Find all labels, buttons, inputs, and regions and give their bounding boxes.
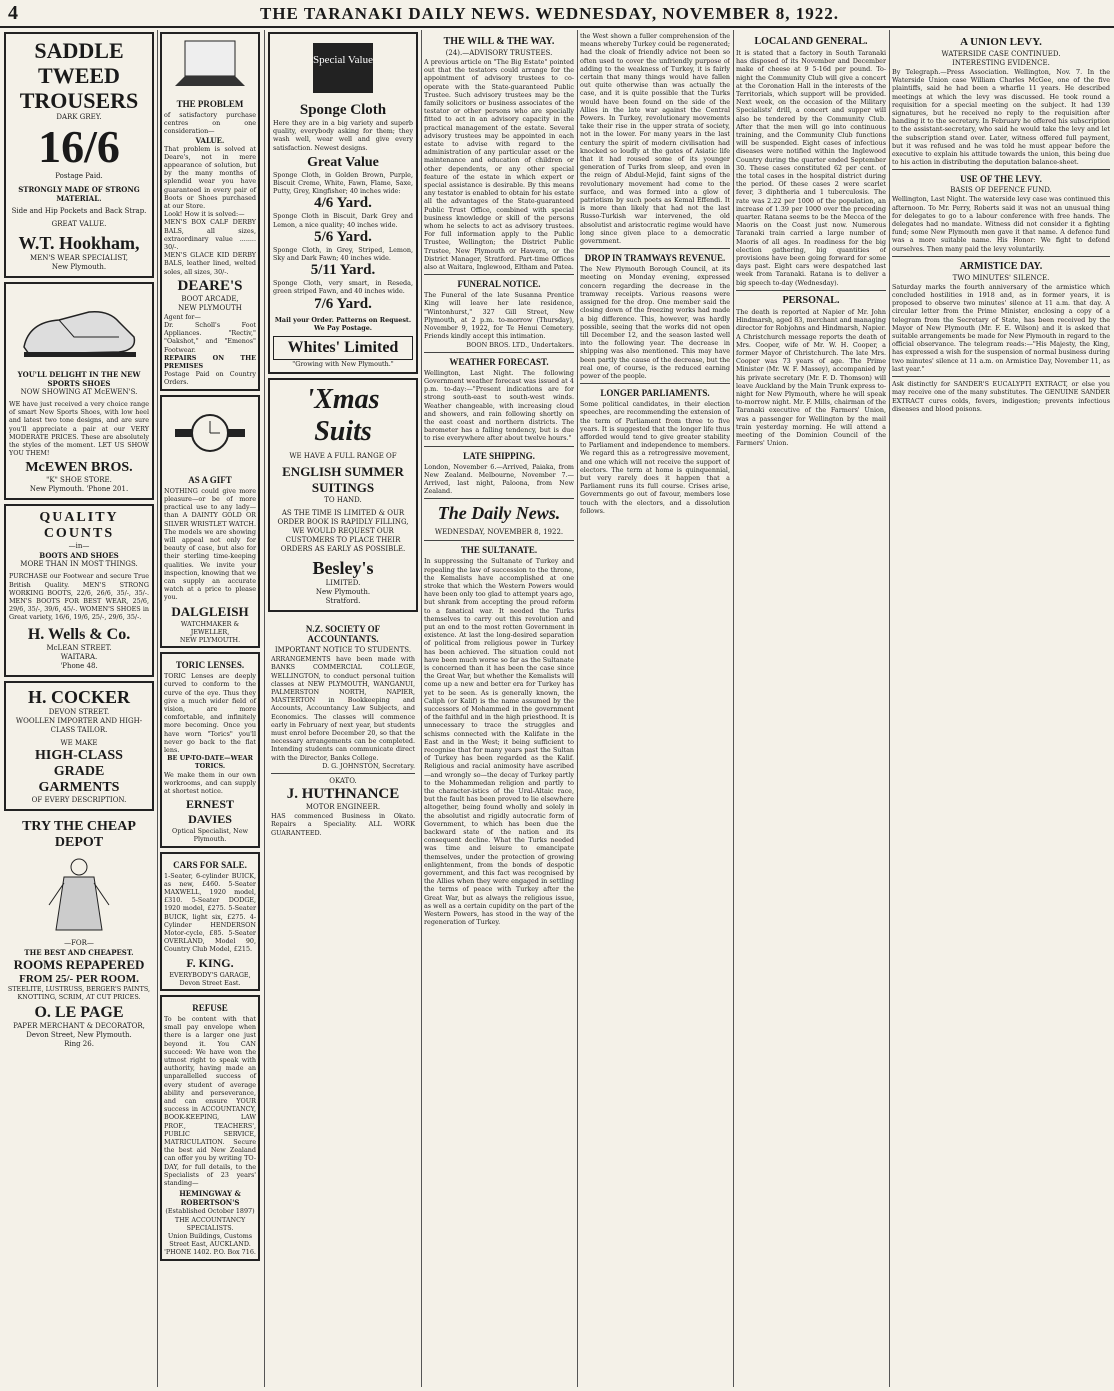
section-heading: N.Z. SOCIETY OF ACCOUNTANTS. [305,624,381,645]
divider [424,498,574,499]
ad-text: BE UP-TO-DATE—WEAR TORICS. [167,754,253,771]
ad-text: GARMENTS [38,779,120,795]
ad-price: 4/6 Yard. [314,195,372,212]
ad-text: MOTOR ENGINEER. [305,803,381,812]
ad-text: WOOLLEN IMPORTER AND HIGH-CLASS TAILOR. [15,716,143,734]
ad-text: (Established October 1897) [165,1207,255,1216]
masthead [0,0,1114,28]
article-body: the West shown a fuller comprehension of the means whereby Turkey could be regenerated; had the cloak of friendly advice not been so often used to cover the unfriendly purpose of adding to the weakness of Turkey, it is fairly certain that many things would have fallen out quite otherwise than was actually the case, and it is quite possible that the Turks would have been found on the side of the Allies in the late war against the Central Powers. In Turkey, revolutionary movements take their rise in the upper strata of society, not in the lower. For many years in the last century the spirit of modern civilisation had knocked so loudly at the gates of Asiatic life that it had roused some of its younger generation of Turks from sleep, and even in the reign of Abdul-Mejid, faint signs of the revolutionary movement had come to the surface, and was formed into a glow of patriotism by such poets as Kemal Effendi. It is more than likely that had not the last Russo-Turkish war intervened, the old absolutist and aristocratic regime would have long since given place to a democratic government. [580,32,730,246]
section-heading: AS A GIFT [188,474,232,485]
shoe-illustration [19,292,139,362]
ad-text: OKATO. [329,777,357,786]
sports-shoes-ad [4,282,154,500]
section-heading: A UNION LEVY. [960,36,1042,48]
ad-shop-name: HEMINGWAY & ROBERTSON'S [179,1189,241,1208]
ad-body: HAS commenced Business in Okato. Repairs a Speciality. ALL WORK GUARANTEED. [271,812,415,837]
ad-price: 7/6 Yard. [314,295,372,312]
column-rule [889,30,890,1387]
ad-text: Look! How it is solved:— [164,210,245,219]
ad-text: "K" SHOE STORE. [46,476,112,485]
ad-text: Mail your Order. Patterns on Request. We Pay Postage. [274,315,412,332]
column-rule [733,30,734,1387]
article-text: BOON BROS. LTD., Undertakers. [466,340,574,349]
ad-text: MEN'S BOX CALF DERBY BALS, all sizes, extraordinary value ........ 30/-. [164,218,256,252]
ad-text: Dr. Scholl's Foot Appliances. "Rectiv," "Oakshot," and "Emenos" Footwear. [164,321,256,354]
ad-text: Postage Paid. [55,172,103,180]
woman-illustration [24,855,134,935]
ad-text: MEN'S WEAR SPECIALIST, [29,254,129,262]
column-4 [424,32,574,1387]
ad-text: GRADE [53,763,105,779]
boot-illustration [165,36,255,91]
section-heading: TORIC LENSES. [175,660,245,671]
ad-text: Devon Street, New Plymouth. [26,1031,132,1040]
ad-text: New Plymouth. [315,588,371,597]
ad-text: THE ACCOUNTANCY SPECIALISTS. [174,1215,246,1232]
ad-text: EVERYBODY'S GARAGE, Devon Street East. [169,970,251,987]
ad-shop-name: DEARE'S [177,277,243,294]
page-number: 4 [8,2,18,24]
ad-text: Side and Hip Pockets and Back Strap. [11,207,147,215]
article-body: Saturday marks the fourth anniversary of the armistice which concluded hostilities in 1918 and, as in former years, it is proposed to observe two minutes' silence at 11 a.m. that day. A circular letter from the Prime Minister, enclosing a copy of a telegram from the Secretary of State, has been received by the Mayor of New Plymouth (Mr. F. E. Wilson) and it is asked that suitable arrangements be made for New Plymouth in regard to the official observance. The telegram reads:—"His Majesty, the King, has expressed a wish for the suspension of normal business during two minutes' silence at 11 a.m. on Armistice Day, November 11, as last year." [892,282,1110,373]
ad-headline: TRY THE CHEAP DEPOT [22,818,136,850]
ad-price: 5/6 Yard. [314,228,372,245]
ad-text: WATCHMAKER & JEWELLER, [180,619,240,636]
ad-text: Postage Paid on Country Orders. [164,370,256,387]
ad-text: BOOTS AND SHOES [39,551,119,561]
ad-headline: Sponge Cloth [299,102,387,118]
dalgleish-ad [160,395,260,648]
ad-body: Here they are in a big variety and superb quality, everybody asking for them; they wash well, wear well and give every satisfaction. Newest designs. [273,119,413,152]
column-5 [580,32,730,1387]
ad-headline: 'Xmas [306,384,380,416]
ad-text: MORE THAN IN MOST THINGS. [20,560,138,569]
saddle-trousers-ad [4,32,154,278]
ad-shop-name: McEWEN BROS. [25,460,133,476]
ad-text: LIMITED. [325,579,361,588]
ad-body: PURCHASE our Footwear and secure True British Quality. MEN'S STRONG WORKING BOOTS, 22/6, 26/6, 35/-, 35/-. MEN'S BOOTS FOR BEST WEAR, 25/6, 29/6, 35/-, 39/6, 45/-. WOMEN'S SHOES in Great variety, 16/6, 19/6, 25/-, 29/6, 35/-. [9,572,149,622]
ad-body: NOTHING could give more pleasure—or be of more practical use to any lady—than A DAINTY GOLD OR SILVER WRISTLET WATCH. The models we are showing will appeal not only for beauty of case, but also for their sterling time-keeping qualities. We invite your inspection, knowing that we can supply an accurate watch at a price to please you. [164,486,256,602]
ad-text: NEW PLYMOUTH. [179,635,241,644]
ad-text: IMPORTANT NOTICE TO STUDENTS. [274,646,412,655]
ad-shop-name: Besley's [312,558,374,579]
ad-text: ENGLISH SUMMER SUITINGS [282,464,404,496]
divider [424,352,574,353]
divider [736,290,886,291]
divider [580,383,730,384]
special-value-badge [308,38,378,98]
ad-text: Great Value [307,154,379,170]
ad-text: MEN'S GLACE KID DERBY BALS, leather lined, welted soles, all sizes, 30/-. [164,251,256,276]
section-heading: USE OF THE LEVY. [960,174,1042,185]
column-2 [160,32,260,1387]
ad-text: McLEAN STREET. [46,643,112,652]
ad-text: TO HAND. [324,496,362,505]
column-rule [577,30,578,1387]
ad-text: Stratford. [325,597,361,606]
column-rule [264,30,265,1387]
ad-headline: YOU'LL DELIGHT IN THE NEW SPORTS SHOES [17,370,141,388]
section-heading: PERSONAL. [782,294,840,306]
ad-text: GREAT VALUE. [51,220,107,228]
ad-text: 'Phone 48. [60,661,98,670]
ad-shop-name: J. HUTHNANCE [286,786,400,803]
ad-text: THE BEST AND CHEAPEST. [24,947,134,957]
watch-illustration [170,403,250,463]
ad-text: New Plymouth. [51,263,107,271]
article-body: London, November 6.—Arrived, Paiaka, from New Zealand. Melbourne, November 7.—Arrived, last night, Paloona, from New Zealand. [424,462,574,496]
section-heading: LATE SHIPPING. [463,450,535,461]
ad-text: Sponge Cloth, in Grey, Striped, Lemon, Sky and Dark Fawn; 40 inches wide. [273,245,413,263]
divider [271,773,415,774]
ad-text: NOW SHOWING AT McEWEN'S. [20,388,138,396]
article-body: Wellington, Last Night. The following Government weather forecast was issued at 4 p.m. to-day:—"Present indications are for strong south-east to south-west winds. Weather changeable, with increasing cloud and showers, and rain following shortly on the east coast and northern districts. The barometer has a falling tendency, but is due to rise everywhere after about twelve hours." [424,368,574,443]
svg-text:Special Value: Special Value [313,54,373,66]
section-heading: ARMISTICE DAY. [959,260,1043,272]
ad-price: 5/11 Yard. [310,262,376,279]
ad-text: We make them in our own workrooms, and can supply at shortest notice. [164,770,256,795]
article-body: It is stated that a factory in South Taranaki has disposed of its November and December make of cheese at 9 5-16d per pound. To-night the Community Club will give a concert at the Coronation Hall in the interests of the Territorials, which support will be provided. Next week, on the occasion of the Military Specialists' drill, a concert and supper will also be tendered by the Community Club. After that the men will go into continuous training, and the Community Club functions will be suspended. Eight cases of infectious diseases were notified within the Inglewood Country during the quarter ended September 30. These cases constituted 62 per cent. of the total cases in the hospital district during the period. Of these cases 2 were scarlet fever, 3 diphtheria and 1 tuberculosis. The rate was 2.22 per 1000 of the population, an increase of 1.39 per 1000 over the preceding quarter. Ratana seems to be the Mecca of the Maoris on the Coast just now. Numerous Taranaki train carried a large number of Maoris of all ages. In readiness for the big election gathering, big quantities of provisions have been going forward for some days past. Eight cars were despatched last week from Taranaki. Ratana is to deliver a big speech to-day (Wednesday). [736,49,886,287]
ad-text: REPAIRS ON THE PREMISES [164,353,256,371]
cars-ad [160,852,260,991]
ad-text: "Growing with New Plymouth." [292,360,394,369]
ad-text: 'PHONE 1402. P.O. Box 716. [164,1248,256,1257]
article-body: By Telegraph.—Press Association. Wellington, Nov. 7. In the Waterside Union case William Charles McGee, one of the five plaintiffs, said he had been a wharfie 11 years. He described meetings at which the levy was discussed. He took round a requisition for a special meeting on the subject. It had 139 signatures, but he received no reply to the requisition after handing it to the secretary. In February he offered his subscription to the assistant-secretary, who said he would take the levy and let the subscription stand over. Later, witness offered full payment, but it was refused and he was told he must appear before the executive to explain his attitude towards the union, this being due to his action in distributing the deputation balance-sheet. [892,68,1110,167]
article-body: Wellington, Last Night. The waterside levy case was continued this afternoon. To Mr. Perry, Roberts said it was not an unusual thing for delegates to go to a labour conference with free hands. The delegates had no mandate. Witness did not consider it a fighting fund; some New Plymouth men gave it that name. A defence fund was a more suitable name. His Honor: We fight to defend ourselves. Then many paid the levy voluntarily. [892,195,1110,253]
ad-text: Agent for— [164,312,201,321]
ad-text: STRONGLY MADE OF STRONG MATERIAL. [18,185,140,203]
article-text: WEDNESDAY, NOVEMBER 8, 1922. [434,528,564,537]
cheap-depot-ad [4,815,154,1053]
ad-text: WE HAVE A FULL RANGE OF [289,452,397,461]
ad-text: Sponge Cloth, in Golden Brown, Purple, Biscuit Creme, White, Fawn, Flame, Saxe, Putty, Grey, Kingfisher; 40 inches wide: [273,170,413,196]
divider [892,256,1110,257]
ad-body: WE have just received a very choice range of smart New Sports Shoes, with low heel and latest two tone designs, and are sure you'll appreciate a pair at our VERY MODERATE PRICES. These are absolutely the styles of the moment. LET US SHOW YOU THEM! [9,400,149,458]
article-body: In suppressing the Sultanate of Turkey and repealing the law of succession to the throne, the Kemalists have accomplished at one stroke that which the Western Powers would have been only too glad to attempt years ago, but shrank from accepting the proud reform to a fanatical war. It needed the Turks themselves to carry out this revolution and put an end to the most rotten Government in existence. At last the long-desired separation of political from religious power in Turkey has been achieved. The situation could not have been much worse so far as the Sultanate is concerned than it has been the case since the Great War, but whether the Kemalists will come up a new and better era for Turkey has yet to be seen. As is generally known, the Caliph (or Kalif) is the name assumed by the successors of Mohammed in the government of the faithful and in the high priesthood. It is unnecessary to trace the struggles and schisms connected with the Kalifate in the East and in the West; it being sufficient to recognise that for many years past the Sultan of Turkey has been regarded as the Kalif. Religious and racial animosity have ascribed—and wrongly so—the decay of Turkey partly to the Mohammedan religion and partly to the character-istics of the Ural-Altaic race, but the fault has been proved to lie elsewhere altogether, being found wholly and solely in the absolutist and rigidly autocratic form of Government, to which has been due the backward state of the nation and its consequent decline. What the Turks needed was time and leisure to emancipate themselves, under the protection of growing enlightenment, from the bonds of despotic government, and this fact was recognised by the Allies when they were engaged in settling the terms of peace with Turkey after the Great War, but as always the religious issue, as well as a certain cupidity on the part of the Western Powers, has stood in the way of the regeneration of Turkey. [424,557,574,927]
ad-text: New Plymouth. 'Phone 201. [29,485,129,494]
ad-text: Sponge Cloth, very smart, in Reseda, green striped Fawn, and 40 inches wide. [273,279,413,296]
ad-text: VALUE. [195,135,225,145]
ad-headline: QUALITY COUNTS [39,510,119,542]
divider [424,446,574,447]
newspaper-title: THE TARANAKI DAILY NEWS. WEDNESDAY, NOVEMBER 8, 1922. [260,4,840,23]
ad-price: 16/6 [38,121,120,172]
refuse-ad [160,995,260,1260]
divider [892,376,1110,377]
ad-text: Sponge Cloth in Biscuit, Dark Grey and Lemon, a nice quality; 40 inches wide. [273,212,413,229]
column-rule [157,30,158,1387]
ad-shop-name: W.T. Hookham, [18,233,140,253]
ad-shop-name: H. Wells & Co. [27,625,131,643]
divider [424,274,574,275]
ad-price: FROM 25/- PER ROOM. [19,972,139,985]
ad-body: ARRANGEMENTS have been made with BANKS COMMERCIAL COLLEGE, WELLINGTON, to conduct personal tuition classes at NEW PLYMOUTH, WANGANUI, PALMERSTON NORTH, NAPIER, MASTERTON in Bookkeeping and Accounts, Accountancy Law Subjects, and Economics. The classes will commence early in February of next year, but students must enrol before December 20, so that the necessary arrangements can be completed. Intending students can communicate direct with the Director, Banks College. [271,655,415,762]
section-heading: FUNERAL NOTICE. [457,279,541,290]
ad-text: Ring 26. [64,1040,94,1049]
ad-text: STEELITE, LUSTRUSS, BERGER'S PAINTS, KNOTTING, SCRIM, AT CUT PRICES. [7,984,151,1001]
ad-text: PAPER MERCHANT & DECORATOR, [13,1022,145,1031]
divider [424,540,574,541]
section-heading: THE WILL & THE WAY. [443,36,555,47]
ad-shop-name: O. LE PAGE [34,1004,124,1022]
column-1 [4,32,154,1387]
ad-text: ROOMS REPAPERED [13,956,145,972]
section-subheading: INTERESTING EVIDENCE. [952,59,1050,67]
section-heading: WEATHER FORECAST. [449,356,549,367]
cocker-ad [4,681,154,811]
section-subheading: BASIS OF DEFENCE FUND. [950,186,1052,195]
ad-text: WAITARA. [60,652,98,661]
ad-text: HIGH-CLASS [35,747,123,763]
ad-text: D. G. JOHNSTON, Secretary. [322,761,415,770]
classified-ad: Ask distinctly for SANDER'S EUCALYPTI EXTRACT, or else you may receive one of the many substitutes. The GENUINE SANDER EXTRACT cures colds, fevers, indigestion; prevents infectious diseases and blood poisons. [892,380,1110,413]
article-body: The death is reported at Napier of Mr. John Hindmarsh, aged 83, merchant and managing director for Robjohns and Hindmarsh, Napier. A Christchurch message reports the death of Mrs. Cooper, wife of Mr. W. H. Cooper, a former Mayor of Christchurch. The late Mrs. Cooper was 73 years of age. The Prime Minister (Mr. W. F. Massey), accompanied by his private secretary (Mr. F. D. Thomson) will leave Auckland by the Main Trunk express to-night for New Plymouth, where he will speak to-morrow night. Mr. F. Mills, chairman of the Taranaki executive of the Farmers' Union, was a passenger for Wellington by the mail train yesterday morning. He will attend a meeting of the Dominion Council of the Farmers' Union. [736,307,886,448]
article-body: The Funeral of the late Susanna Prentice King will leave her late residence, "Wintonhurst," 327 Gill Street, New Plymouth, at 2 p.m. to-morrow (Thursday), November 9, 1922, for Te Henui Cemetery. Friends kindly accept this intimation. [424,291,574,341]
ad-shop-name: F. KING. [186,955,234,970]
ad-shop-name: H. COCKER [27,686,130,707]
ad-text: Optical Specialist, New Plymouth. [172,827,248,844]
section-subheading: WATERSIDE CASE CONTINUED. [941,50,1061,58]
ad-text: Union Buildings, Customs Street East, AUCKLAND. [167,1231,253,1249]
toric-ad [160,652,260,847]
column-3 [268,32,418,1387]
ad-text: —in— [68,542,90,551]
ad-text: of satisfactory purchase centres on one consideration— [164,111,256,136]
section-heading: LOCAL AND GENERAL. [754,36,868,47]
ad-title: SADDLE TWEED TROUSERS [19,38,139,113]
section-subheading: (24).—ADVISORY TRUSTEES. [445,49,553,57]
column-rule [421,30,422,1387]
newspaper-nameplate: The Daily News. [437,503,561,524]
ad-text: WE MAKE [60,738,98,747]
deares-ad [160,32,260,391]
ad-text: BOOT ARCADE, [181,294,239,303]
ad-body: TORIC Lenses are deeply curved to conform to the curve of the eye. Thus they give a much wider field of vision, are more comfortable, and infinitely more becoming. Once you have worn "Torics" you'll never go back to the flat lens. [164,672,256,754]
ad-body: 1-Seater, 6-cylinder BUICK, as new, £460. 5-Seater MAXWELL, 1920 model, £310. 5-Seater DODGE, 1920 model, £275. 5-Seater BUICK, light six, £275. 4-Cylinder HENDERSON Motor-cycle, £85. 5-Seater OVERLAND, Model 90, Country Club Model, £215. [164,871,256,954]
divider [892,169,1110,170]
whites-ad [268,32,418,374]
ad-text: —FOR— [64,938,94,947]
ad-text: NEW PLYMOUTH [178,303,242,312]
besleys-ad [268,378,418,612]
section-heading: THE SULTANATE. [460,545,538,556]
section-heading: CARS FOR SALE. [173,859,247,870]
ad-subtitle: DARK GREY. [56,113,102,121]
ad-body: That problem is solved at Deare's, not in mere appearance of solution, but by the many months of splendid wear you have guaranteed in every pair of Boots or Shoes purchased at our Store. [164,144,256,211]
article-body: Some political candidates, in their election speeches, are recommending the extension of the term of Parliament from three to five years. It is suggested that the longer life thus afforded would tend to give greater stability to Parliament and independence to members. We regard this as a retrogressive movement, and one which will not receive the support of electors. The term at home is quinquennial, but very rarely does it happen that a Parliament runs its full course. Crises arise, Governments go out of favour, members lose touch with the electors, and a dissolution follows. [580,400,730,515]
ad-shop-name: ERNEST DAVIES [185,797,235,827]
column-6 [736,32,886,1387]
section-heading: LONGER PARLIAMENTS. [600,388,710,399]
column-7 [892,32,1110,1387]
article-body: A previous article on "The Big Estate" pointed out that the testators could arrange for the appointment of advisory trustees to co-operate with the State-guaranteed Public Trustee. Such advisory trustees may be the family solicitors or business associates of the testator or other persons who are specially fitted to act in an advisory capacity in the practical management of the estate. Several advisory trustees may be appointed in each estate to advise with regard to the administration of any particular asset or the maintenance and education of children or other dependents, or any other special feature of the estate in which expert or special assistance is desirable. By this means any testator is enabled to obtain for his estate all the advantages of the State-guaranteed Public Trust Office, combined with special business knowledge or skill of the persons whom he selects to act as advisory trustees. For full information apply to the Public Trustee, Wellington; the District Public Trustee, New Plymouth or Hawera, or the District Manager, Stratford. Part-time Offices also at Waitara, Inglewood, Eltham and Patea. [424,58,574,272]
quality-counts-ad [4,504,154,676]
accountants-notice [268,616,418,840]
section-heading: REFUSE [192,1003,228,1014]
ad-body: To be content with that small pay envelope when there is a larger one just beyond it. You CAN succeed: We have won the utmost right to speak with authority, having made an unparallelled success of every student of average ability and perseverance, and can ensure YOUR success in ACCOUNTANCY, BOOK-KEEPING, LAW PROF., TEACHERS', PUBLIC SERVICE, MATRICULATION. Secure the best aid New Zealand can offer you by writing TO-DAY, for full details, to the Specialists of 23 years' standing— [164,1015,256,1188]
ad-shop-name: Whites' Limited [273,336,413,360]
section-heading: DROP IN TRAMWAYS REVENUE. [584,253,726,264]
ad-text: OF EVERY DESCRIPTION. [31,795,127,804]
section-subheading: TWO MINUTES' SILENCE. [952,273,1050,282]
section-heading: THE PROBLEM [176,99,244,109]
ad-text: DEVON STREET. [48,707,110,716]
ad-shop-name: DALGLEISH [171,603,249,619]
ad-headline: Suits [314,416,372,448]
divider [580,248,730,249]
ad-body: AS THE TIME IS LIMITED & OUR ORDER BOOK IS RAPIDLY FILLING, WE WOULD REQUEST OUR CUSTOMERS TO PLACE THEIR ORDERS AS EARLY AS POSSIBLE. [277,509,409,554]
article-body: The New Plymouth Borough Council, at its meeting on Monday evening, expressed concern regarding the decrease in the tramway receipts. Various reasons were assigned for the drop. One member said the closing down of the freezing works had made a big difference. This, however, was hardly possible, seeing that the works did not open till December 12, and the season lasted well into the following year. The decrease in shipping was also mentioned. This may have been partly the cause of the decrease, but the real one, of course, is the reduced earning power of the people. [580,265,730,380]
